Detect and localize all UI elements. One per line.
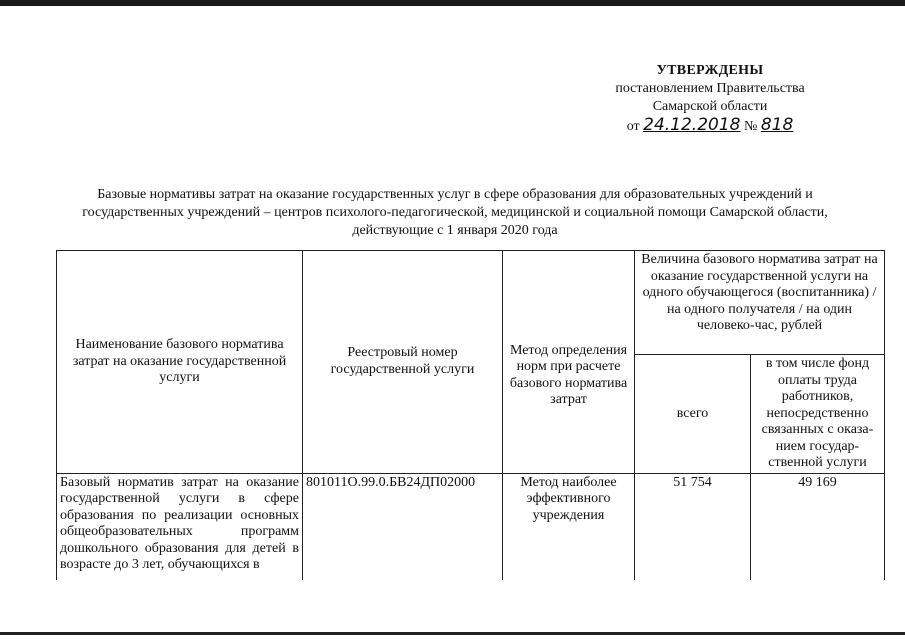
header-registry: Реестровый номер государственной услуги [303, 251, 503, 474]
header-value-group: Величина базового норматива затрат на оказание государственной услуги на одного обучающегося (воспитанника) / на одного получателя / на один человеко-час, рублей [635, 251, 885, 355]
bottom-border [0, 632, 905, 635]
approval-line-2: Самарской области [652, 99, 768, 114]
approval-line-1: постановлением Правительства [615, 81, 805, 96]
approval-stamp [560, 62, 860, 136]
row-wage-fund: 49 169 [751, 473, 885, 580]
header-name: Наименование базового норматива затрат на оказание государственной услуги [57, 251, 303, 474]
date-prefix: от [626, 119, 640, 134]
top-border [0, 0, 905, 6]
number-prefix: № [743, 119, 758, 134]
document-title: Базовые нормативы затрат на оказание государственных услуг в сфере образования для образовательных учреждений и государственных учреждений – центров психолого-педагогической, медицинской и социальной помощи Самарской области, действующие с 1 января 2020 года [82, 187, 828, 238]
handwritten-date: 24.12.2018 [643, 115, 741, 135]
table-row [57, 473, 885, 580]
header-wage-fund: в том числе фонд оплаты труда работников, непосредственно связанных с оказа-нием государ-ственной услуги [751, 355, 885, 474]
norms-table [56, 250, 885, 580]
row-registry: 801011О.99.0.БВ24ДП02000 [303, 473, 503, 580]
approval-title: УТВЕРЖДЕНЫ [656, 63, 764, 78]
header-total: всего [635, 355, 751, 474]
handwritten-number: 818 [760, 115, 794, 135]
row-name-text: Базовый норматив затрат на оказание государственной услуги в сфере образования по реализации основных общеобразовательных программ дошкольного образования для детей в возрасте до 3 лет, обучающихся в [60, 474, 299, 572]
row-total: 51 754 [635, 473, 751, 580]
row-name [57, 473, 303, 580]
row-method: Метод наиболее эффективного учреждения [503, 473, 635, 580]
header-method: Метод определения норм при расчете базового норматива затрат [503, 251, 635, 474]
approval-date-line [560, 116, 860, 136]
